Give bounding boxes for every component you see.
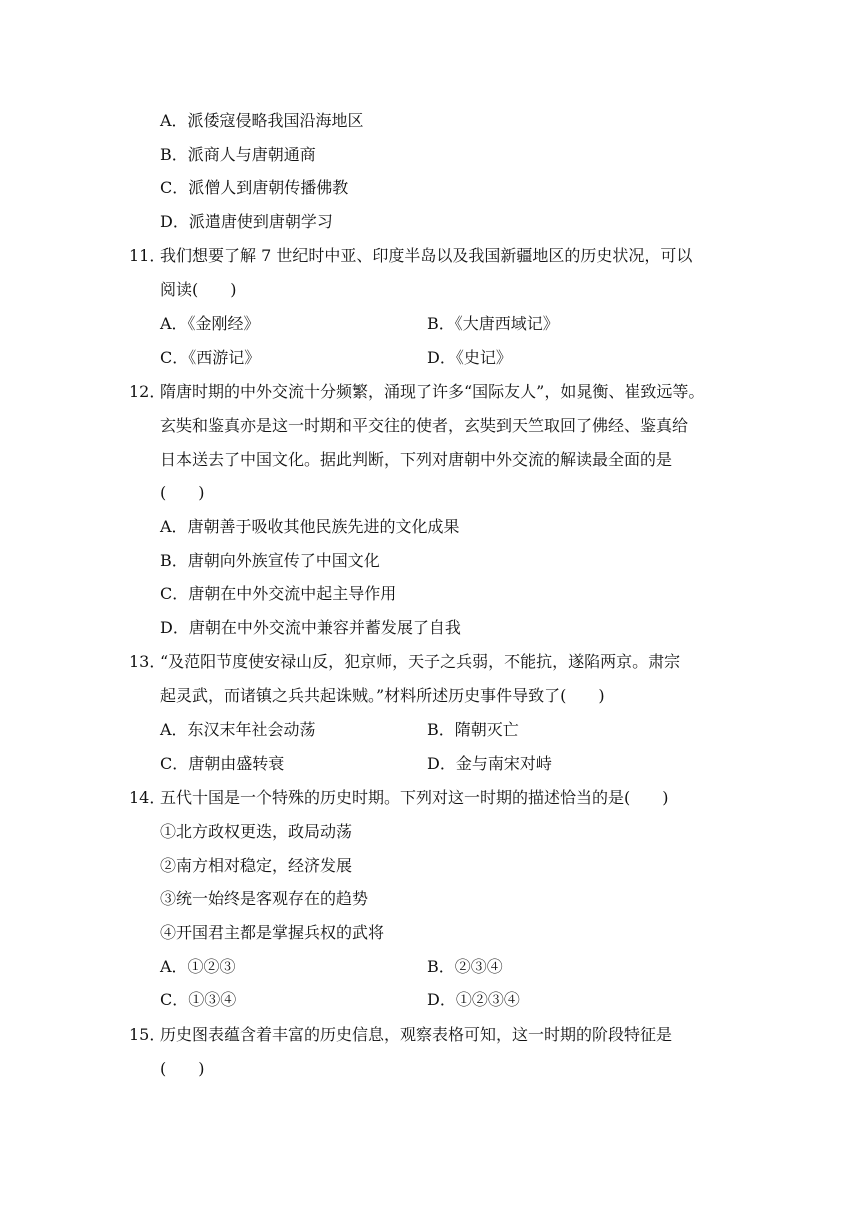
q11-number: 11． xyxy=(129,246,166,265)
q15-number: 15． xyxy=(129,1025,166,1044)
q13-stem-line1: “及范阳节度使安禄山反，犯京师，天子之兵弱，不能抗，遂陷两京。肃宗 xyxy=(160,652,681,671)
q13-stem-line2: 起灵武，而诸镇之兵共起诛贼。”材料所述历史事件导致了( ) xyxy=(160,686,605,705)
q14-statement-3: ③统一始终是客观存在的趋势 xyxy=(160,889,369,908)
q12-stem-line1: 隋唐时期的中外交流十分频繁，涌现了许多“国际友人”，如晁衡、崔致远等。 xyxy=(160,382,705,401)
q14-option-b: B．②③④ xyxy=(427,957,503,976)
q14-option-a: A．①②③ xyxy=(160,957,236,976)
q10-option-c: C．派僧人到唐朝传播佛教 xyxy=(160,178,349,197)
q14-stem-line1: 五代十国是一个特殊的历史时期。下列对这一时期的描述恰当的是( ) xyxy=(160,788,669,807)
q10-option-d: D．派遣唐使到唐朝学习 xyxy=(160,212,333,231)
q12-option-a: A．唐朝善于吸收其他民族先进的文化成果 xyxy=(160,517,460,536)
q13-option-b: B．隋朝灭亡 xyxy=(427,720,519,739)
q12-option-c: C．唐朝在中外交流中起主导作用 xyxy=(160,584,397,603)
q14-option-c: C．①③④ xyxy=(160,990,237,1009)
q14-statement-2: ②南方相对稳定，经济发展 xyxy=(160,856,353,875)
q12-option-b: B．唐朝向外族宣传了中国文化 xyxy=(160,551,380,570)
q14-number: 14． xyxy=(129,788,166,807)
q13-option-a: A．东汉末年社会动荡 xyxy=(160,720,316,739)
q12-stem-line3: 日本送去了中国文化。据此判断，下列对唐朝中外交流的解读最全面的是 xyxy=(160,450,673,469)
q14-option-d: D．①②③④ xyxy=(427,990,520,1009)
q10-option-b: B．派商人与唐朝通商 xyxy=(160,145,316,164)
q11-stem-line2: 阅读( ) xyxy=(160,280,237,299)
q12-stem-line2: 玄奘和鉴真亦是这一时期和平交往的使者，玄奘到天竺取回了佛经、鉴真给 xyxy=(160,416,689,435)
q13-number: 13． xyxy=(129,652,166,671)
q14-statement-4: ④开国君主都是掌握兵权的武将 xyxy=(160,923,385,942)
q14-statement-1: ①北方政权更迭，政局动荡 xyxy=(160,822,353,841)
q10-option-a: A．派倭寇侵略我国沿海地区 xyxy=(160,111,364,130)
q15-stem-line2: ( ) xyxy=(160,1059,205,1078)
q13-option-c: C．唐朝由盛转衰 xyxy=(160,754,285,773)
q11-option-c: C．《西游记》 xyxy=(160,348,261,367)
q11-option-a: A．《金刚经》 xyxy=(160,314,260,333)
q11-stem-line1: 我们想要了解 7 世纪时中亚、印度半岛以及我国新疆地区的历史状况，可以 xyxy=(160,246,693,265)
q12-number: 12． xyxy=(129,382,166,401)
q11-option-d: D．《史记》 xyxy=(427,348,512,367)
q12-stem-line4: ( ) xyxy=(160,483,205,502)
q11-option-b: B．《大唐西域记》 xyxy=(427,314,559,333)
q12-option-d: D．唐朝在中外交流中兼容并蓄发展了自我 xyxy=(160,618,461,637)
q15-stem-line1: 历史图表蕴含着丰富的历史信息，观察表格可知，这一时期的阶段特征是 xyxy=(160,1025,673,1044)
q13-option-d: D．金与南宋对峙 xyxy=(427,754,552,773)
